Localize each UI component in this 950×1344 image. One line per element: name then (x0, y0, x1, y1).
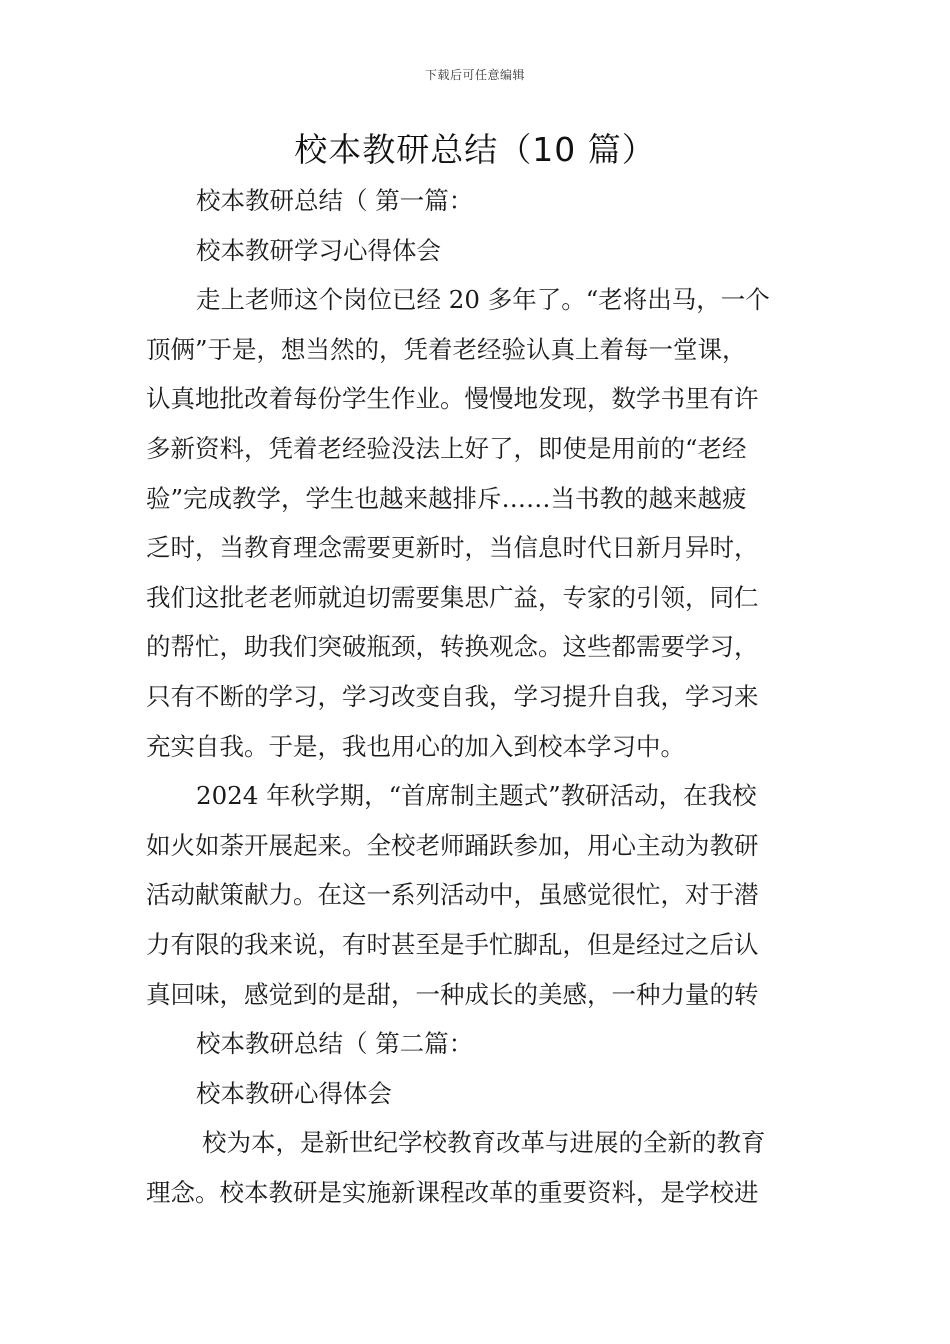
paragraph-line: 真回味，感觉到的是甜，一种成长的美感，一种力量的转 (146, 979, 759, 1009)
paragraph-line: 活动献策献力。在这一系列活动中，虽感觉很忙，对于潜 (146, 880, 759, 910)
paragraph-line: 验”完成教学，学生也越来越排斥……当书教的越来越疲 (146, 483, 747, 513)
paragraph-line: 顶俩”于是，想当然的，凭着老经验认真上着每一堂课， (146, 334, 747, 364)
document-title: 校本教研总结（10 篇） (294, 130, 656, 169)
paragraph-line: 2024 年秋学期，“首席制主题式”教研活动，在我校 (196, 781, 757, 811)
header-note: 下载后可任意编辑 (424, 68, 525, 82)
document-body (146, 176, 808, 1217)
paragraph-line: 多新资料，凭着老经验没法上好了，即使是用前的“老经 (146, 433, 747, 463)
paragraph-line: 乏时，当教育理念需要更新时，当信息时代日新月异时， (146, 533, 759, 563)
paragraph-line: 只有不断的学习，学习改变自我，学习提升自我，学习来 (146, 681, 759, 711)
paragraph-line: 走上老师这个岗位已经 20 多年了。“老将出马，一个 (196, 285, 770, 315)
paragraph-line: 的帮忙，助我们突破瓶颈，转换观念。这些都需要学习， (146, 632, 759, 662)
section-subtitle-1: 校本教研学习心得体会 (196, 235, 441, 265)
section-heading-1: 校本教研总结（ 第一篇： (196, 186, 474, 215)
paragraph-line: 充实自我。于是，我也用心的加入到校本学习中。 (146, 731, 685, 761)
paragraph-line: 校为本，是新世纪学校教育改革与进展的全新的教育 (202, 1128, 766, 1158)
paragraph-line: 理念。校本教研是实施新课程改革的重要资料，是学校进 (146, 1177, 759, 1207)
paragraph-line: 我们这批老老师就迫切需要集思广益，专家的引领，同仁 (146, 582, 759, 612)
section-heading-2: 校本教研总结（ 第二篇： (196, 1029, 474, 1059)
paragraph-line: 如火如荼开展起来。全校老师踊跃参加，用心主动为教研 (146, 830, 759, 860)
paragraph-line: 力有限的我来说，有时甚至是手忙脚乱，但是经过之后认 (146, 929, 759, 959)
section-subtitle-2: 校本教研心得体会 (196, 1078, 392, 1108)
paragraph-line: 认真地批改着每份学生作业。慢慢地发现，数学书里有许 (146, 384, 759, 414)
